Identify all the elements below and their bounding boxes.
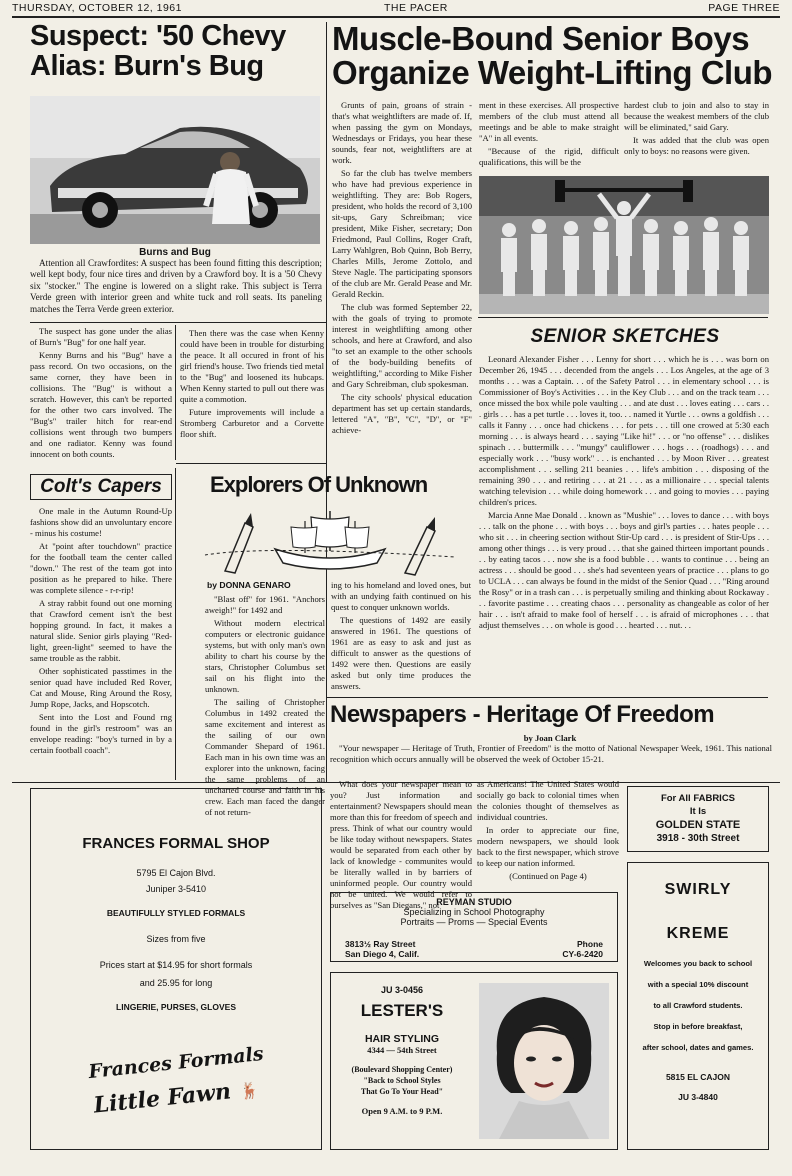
weight-paragraph: "Because of the rigid, difficult qualifications, this will be the — [479, 146, 619, 167]
swirly-name-2: KREME — [666, 925, 730, 942]
sketches-paragraph: Marcia Anne Mae Donald . . known as "Mushie" . . . loves to dance . . . with boys . . . talk on the phone . . . with boys . . . boys and girl's parties . . . hates people . . . who sit . . . in cheering section without Stir-Up card . . . is president of Stir-Ups . . . among other things . . . is very proud . . . that she gained thirteen important pounds . . . by eating tacos . . . now she is a food bubble . . . wants to continue . . . being an actress . . . should be good . . . she's had seventeen years of practice . . . plans to go to UCLA . . . can always be found in the midst of the Senior Quad . . . "Ring around the Rosy" or in a trash can . . . is perpetually smiling and thinking about Rockaway . . . favorite pastime . . . creating chaos . . . personality as changeable as color of her hair . . . isn't afraid to make fool of herself . . . is afraid of microphones . . . that adjust themselves . . . on whole is good . . . hearted . . . nut. . . — [479, 510, 769, 630]
explorers-byline: by DONNA GENARO — [207, 580, 291, 590]
hairstyle-photo — [479, 983, 609, 1139]
explorers-paragraph: ing to his homeland and loved ones, but with an undying faith continued on his quest to conquer unknown worlds. — [331, 580, 471, 612]
column-rule — [326, 22, 327, 782]
colt-paragraph: At "point after touchdown" practice for the football team the center called "down." The rest of the team got into position as he prepared to hike. There was complete silence - r-r-rip! — [30, 541, 172, 595]
masthead-page: PAGE THREE — [708, 2, 780, 14]
golden-line-3: GOLDEN STATE — [655, 819, 741, 831]
lesters-ad — [330, 972, 618, 1150]
freedom-paragraph: "Your newspaper — Heritage of Truth, Frontier of Freedom" is the motto of National Newspaper Week, 1961. This national recognition which occurs annually will be observed the week of October 15-21. — [330, 743, 772, 764]
reyman-address-1: 3813½ Ray Street — [345, 939, 416, 949]
frances-sizes: Sizes from five — [146, 934, 206, 944]
colt-paragraph: Other sophisticated passtimes in the senior quad have included Red Rover, Cat and Mouse, Ring Around the Rosy, Jump Rope, Jacks, and Hopscotch. — [30, 666, 172, 709]
freedom-paragraph: In order to appreciate our fine, modern newspapers, we should look back to the first newspaper, which strove to keep our nation informed. — [477, 825, 619, 868]
lesters-slogan-1: "Back to School Styles — [363, 1076, 441, 1085]
weightlifters-photo — [479, 176, 769, 314]
golden-line-1: For All FABRICS — [660, 793, 736, 804]
sketches-body — [479, 354, 769, 694]
weight-paragraph: hardest club to join and also to stay in because the weakest members of the club will be eliminated," said Gary. — [624, 100, 769, 132]
column-rule — [175, 468, 176, 780]
chevy-caption: Burns and Bug — [139, 247, 211, 258]
explorers-paragraph: The questions of 1492 are easily answered in 1961. The questions of 1961 are as easy to ask and just as difficult to answer as the questions of 1492 were then. Questions are easily asked but only time produces the answers. — [331, 615, 471, 691]
swirly-address: 5815 EL CAJON — [665, 1072, 731, 1082]
frances-extras: LINGERIE, PURSES, GLOVES — [116, 1002, 236, 1012]
freedom-headline: Newspapers - Heritage Of Freedom — [330, 701, 715, 728]
column-rule — [175, 325, 176, 460]
chevy-paragraph: Kenny Burns and his "Bug" have a pass record. On two occasions, on the same corner, they have been in collisions. The "Bug" is without a scratch. However, this can't be reported for the other two cars involved. The "Bug's" trailer hitch for rear-end collisions went through two bumpers and one radiator. Kenny was found innocent on both counts. — [30, 350, 172, 459]
weight-headline — [332, 22, 777, 89]
reyman-line-2: Portraits — Proms — Special Events — [400, 917, 548, 927]
swirly-name-1: SWIRLY — [664, 881, 732, 898]
explorers-paragraph: Without modern electrical computers or electronic guidance systems, but with only man's own ability to chart his course by the stars, Christopher Columbus set sail on his flight into the unknown. — [205, 618, 325, 694]
explorers-heading: Explorers Of Unknown — [210, 472, 428, 497]
swirly-kreme-ad — [627, 862, 769, 1150]
chevy-photo — [30, 96, 320, 244]
chevy-paragraph: The suspect has gone under the alias of Burn's "Bug" for one half year. — [30, 326, 172, 347]
frances-phone: Juniper 3-5410 — [145, 884, 207, 894]
freedom-column-1 — [330, 779, 472, 910]
frances-tagline: BEAUTIFULLY STYLED FORMALS — [106, 908, 246, 918]
lesters-center: (Boulevard Shopping Center) — [351, 1065, 453, 1074]
frances-logo-script: Frances Formals — [87, 1042, 265, 1084]
freedom-paragraph: What does your newspaper mean to you? Just information and entertainment? Newspapers should mean more than this for freedom of speech and press. Think of what our country would be like today without newspapers. States would be separated from each other by lack of knowledge - communites would be literally walled in by barriers of uninformed people. Our country would not be united. We would refer to ourselves as "San Diegans," not — [330, 779, 472, 910]
chevy-headline — [30, 22, 325, 81]
chevy-headline-line-2: Alias: Burn's Bug — [30, 49, 264, 82]
section-divider — [478, 317, 768, 318]
masthead-paper: THE PACER — [384, 2, 448, 14]
frances-prices: Prices start at $14.95 for short formals — [99, 960, 253, 970]
section-divider — [30, 322, 326, 323]
colt-heading: Colt's Capers — [30, 474, 172, 500]
section-divider — [176, 463, 326, 464]
sketches-paragraph: Leonard Alexander Fisher . . . Lenny for short . . . which he is . . . was born on December 26, 1945 . . . decended from the angels . . . Los Angeles, at the age of 3 months . . . was a Captain. . . of the Safety Patrol . . . in elementary school . . . is Commissioner of Boy's Activities . . . in the Key Club . . . and on the track team . . . once missed the box while pole vaulting . . . and ate dust . . . loves eating . . . cars . . . girls . . . has a pet turtle . . . loves it, too. . . named it Yurtle . . . owns a goldfish . . . calls it Fanny . . . once had chickens . . . for pets . . . till one crowed at 5:30 each morning . . . is always heard . . . saying "Like hi!" . . . or "no offense" . . . dislikes spinach . . . buttermilk . . . "mungy" cauliflower . . . hogs . . . (roadhogs) . . . and especially work . . . "busy work" . . . is enchanted . . . by Moon River . . . greatest accomplishment . . . selling 211 beanies . . . life's ambition . . . disposing of the remaining 390 . . . and retiring . . . at 21 . . . as a millionaire . . . special talents watching television . . . while doing homework . . . and going to movies . . . paying children's prices. — [479, 354, 769, 507]
lesters-service: HAIR STYLING — [364, 1033, 440, 1045]
swirly-line-4: Stop in before breakfast, — [653, 1022, 743, 1031]
reyman-phone-block — [562, 939, 603, 959]
frances-prices-long: and 25.95 for long — [139, 978, 213, 988]
reyman-studio-ad — [330, 892, 618, 962]
explorers-paragraph: The sailing of Christopher Columbus in 1492 created the same excitement and interest as the sailing of our own Commander Shepard of 1961. Each man in his own time was an explorer into the unknown, facing the same problems of an uncharted course and faith in his crew. Each man faced the danger of not return- — [205, 697, 325, 817]
chevy-lead-text: Attention all Crawfordites: A suspect has been found fitting this description; well kept body, four nice tires and driven by a Crawford boy. It is a '50 Chevy six "stocker." The engine is lowered on a slight rake. This subject is Terra Verde green with interior green and white tuck and roll seats. Its paneling matches the Terra Verde green exterior. — [30, 258, 322, 314]
little-fawn-text: Little Fawn — [92, 1078, 233, 1119]
reyman-phone: CY-6-2420 — [562, 949, 603, 960]
lesters-text — [337, 973, 467, 1116]
explorers-column-1 — [205, 594, 325, 817]
weight-column-1 — [332, 100, 472, 578]
freedom-column-2 — [477, 779, 619, 887]
weight-paragraph: The city schools' physical education department has set up certain standards, lettered "A", "B", "C", "D", or "F" achieve- — [332, 392, 472, 435]
swirly-line-3: to all Crawford students. — [653, 1001, 743, 1010]
weight-paragraph: ment in these exercises. All prospective members of the club must attend all meetings and be able to make straight "A" in all events. — [479, 100, 619, 143]
colt-body — [30, 506, 172, 782]
chevy-paragraph: Then there was the case when Kenny could have been in trouble for disturbing the peace. It all occured in front of his girl friend's house. Two friends tied metal to the "Bug" and loosened its hubcaps. When Kenny started to pull out there was quite a commotion. — [180, 328, 324, 404]
frances-address: 5795 El Cajon Blvd. — [136, 868, 216, 878]
lesters-slogan-2: That Go To Your Head" — [360, 1087, 444, 1096]
reyman-phone-label: Phone — [577, 939, 603, 949]
weight-paragraph: So far the club has twelve members who have had previous experience in weightlifting. They are: Bob Rogers, president, who holds the record of 3,100 sit-ups, Gary Schreibman; vice president, Mike Fisher, secretary; Don Friedmond, Paul Collins, Roger Craft, Larry Wahlgren, Bob Quinn, Bob Berry, Charles Mills, Jerome Zottolo, and Steve Nagle. The participating sponsors of the club are Mr. Gerald Pease and Mr. Gerald Reckin. — [332, 168, 472, 299]
reyman-name: REYMAN STUDIO — [436, 897, 512, 907]
chevy-lead — [30, 258, 322, 320]
reyman-address-2: San Diego 4, Calif. — [345, 949, 420, 960]
golden-line-2: It Is — [689, 806, 707, 817]
explorers-paragraph: "Blast off" for 1961. "Anchors aweigh!" for 1492 and — [205, 594, 325, 615]
lesters-phone: JU 3-0456 — [380, 985, 424, 995]
weight-headline-line-2: Organize Weight-Lifting Club — [332, 53, 773, 91]
masthead — [12, 0, 780, 18]
fawn-icon: 🦌 — [237, 1080, 260, 1102]
frances-formal-ad — [30, 788, 322, 1150]
freedom-paragraph: as Americans! The United States would socially go back to colonial times when the colonies thought of themselves as individual countries. — [477, 779, 619, 822]
weight-paragraph: Grunts of pain, groans of strain - that's what weightlifters are made of. If, when passing the gym on Mondays, Wednesdays or Fridays, you hear these sounds, fear not, weightlifters are at work. — [332, 100, 472, 165]
weight-headline-line-1: Muscle-Bound Senior Boys — [332, 20, 750, 57]
sketches-heading: SENIOR SKETCHES — [530, 326, 720, 347]
swirly-phone: JU 3-4840 — [678, 1092, 718, 1102]
swirly-line-5: after school, dates and games. — [642, 1043, 754, 1052]
colt-paragraph: A stray rabbit found out one morning that Crawford cement isn't the best hopping ground. In fact, it makes a natural slide. Senior girls playing "Red-light, green-light" seemed to have the same trouble as the rabbit. — [30, 598, 172, 663]
frances-name: FRANCES FORMAL SHOP — [82, 835, 270, 852]
colt-paragraph: One male in the Autumn Round-Up fashions show did an unvoluntary encore - minus his costume! — [30, 506, 172, 538]
freedom-continued: (Continued on Page 4) — [509, 871, 587, 881]
reyman-line-1: Specializing in School Photography — [403, 907, 545, 917]
section-divider — [326, 697, 768, 698]
freedom-intro — [330, 743, 772, 779]
lesters-name: LESTER'S — [360, 1001, 444, 1020]
swirly-line-2: with a special 10% discount — [647, 980, 749, 989]
golden-line-4: 3918 - 30th Street — [656, 833, 740, 844]
golden-state-ad — [627, 786, 769, 852]
masthead-date: THURSDAY, OCTOBER 12, 1961 — [12, 2, 182, 14]
chevy-column-2 — [180, 328, 324, 460]
freedom-byline: by Joan Clark — [523, 733, 577, 743]
colt-paragraph: Sent into the Lost and Found rng found in the girl's restroom" was an envelope reading: "boy's turned in by a certain football coach". — [30, 712, 172, 755]
chevy-headline-line-1: Suspect: '50 Chevy — [30, 20, 286, 52]
weight-paragraph: It was added that the club was open only to boys: no reasons were given. — [624, 135, 769, 156]
weight-column-3 — [624, 100, 769, 172]
explorers-column-2 — [331, 580, 471, 692]
lesters-address: 4344 — 54th Street — [367, 1045, 437, 1055]
chevy-paragraph: Future improvements will include a Stromberg Carburetor and a Corvette floor shift. — [180, 407, 324, 439]
weight-paragraph: The club was formed September 22, with the goals of trying to promote interest in weightlifting among other schools, and here at Crawford, and also "to set an example to the other schools of the body-building benefits of weightlifting," according to Mike Fisher and Gary Schreibman, club spokesman. — [332, 302, 472, 389]
lesters-hours: Open 9 A.M. to 9 P.M. — [361, 1106, 443, 1116]
chevy-column-1 — [30, 326, 172, 460]
reyman-address — [345, 939, 419, 959]
weight-column-2 — [479, 100, 619, 172]
swirly-line-1: Welcomes you back to school — [643, 959, 753, 968]
